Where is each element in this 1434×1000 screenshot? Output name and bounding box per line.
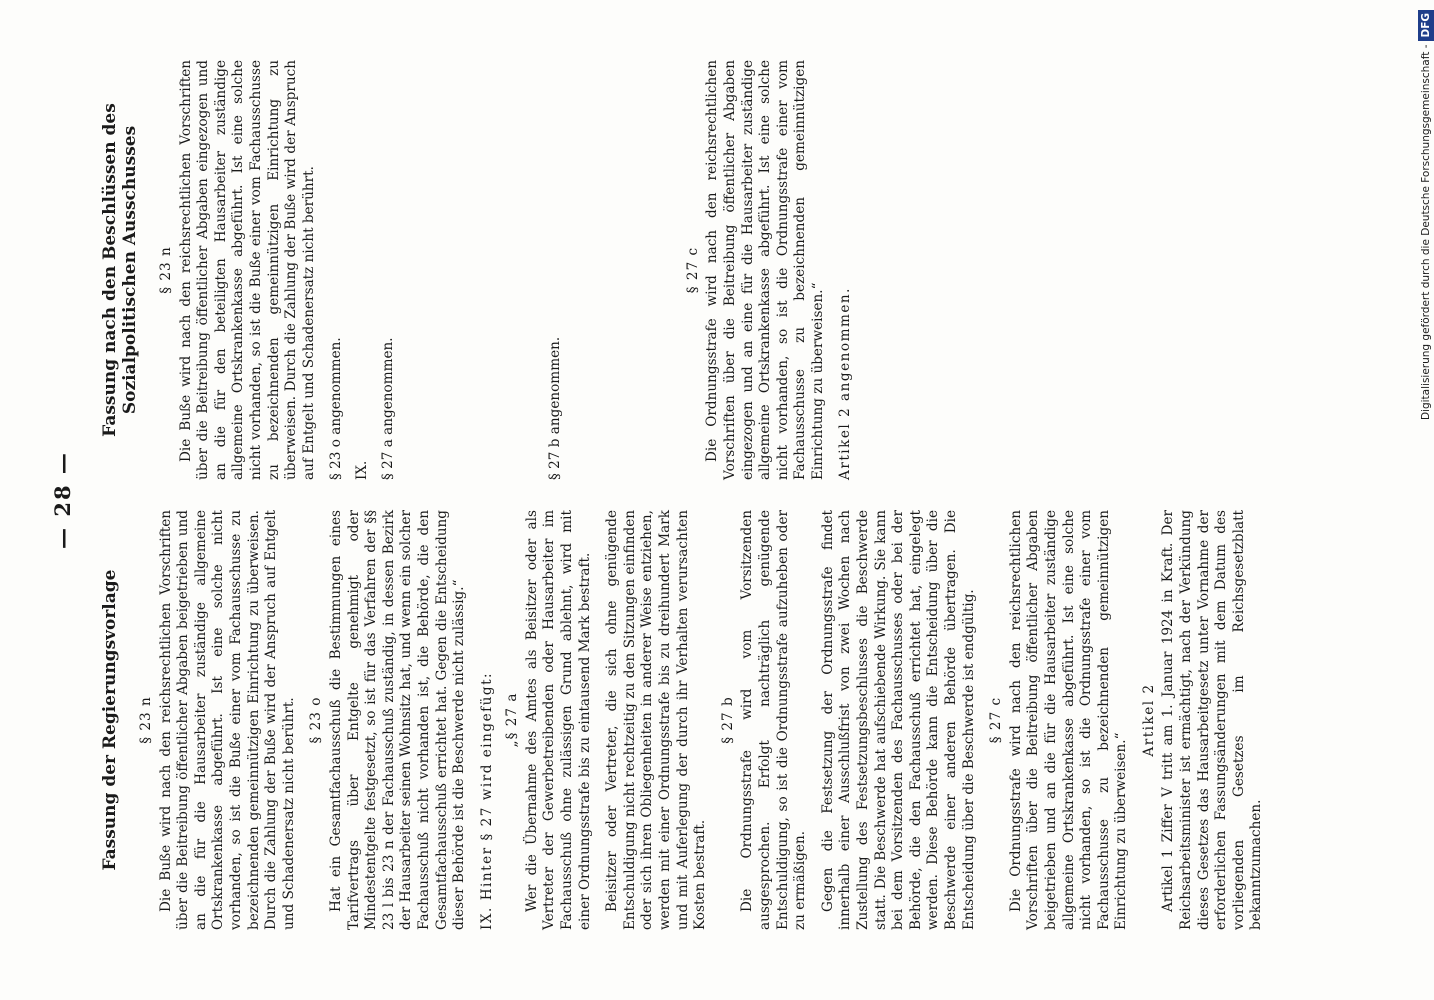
section-text-23n: Die Buße wird nach den reichsrechtlichen Vorschriften über die Beitreibung öffentlicher Abgaben beigetrieben und an die für die Hausarbeiter zuständige allgemeine Ortskrankenkasse abgeführt. Ist eine solche nicht vorhanden, so ist die Buße einer vom Fachausschusse zu bezeichnenden gemeinnützigen Einrichtung zu überweisen. Durch die Zahlung der Buße wird der Anspruch auf Entgelt und Schadenersatz nicht berührt.: [157, 510, 297, 930]
section-text-27c: Die Ordnungsstrafe wird nach den reichsrechtlichen Vorschriften über die Beitreibung öffentlicher Abgaben beigetrieben und an die für die Hausarbeiter zuständige allgemeine Ortskrankenkasse abgeführt. Ist eine solche nicht vorhanden, so ist die Ordnungsstrafe einer vom Fachausschusse zu bezeichnenden gemeinnützigen Einrichtung zu überweisen.“: [1007, 510, 1130, 930]
section-text-27a-p2: Beisitzer oder Vertreter, die sich ohne genügende Entschuldigung nicht rechtzeitig zu den Sitzungen einfinden oder sich ihren Obliegenheiten in anderer Weise entziehen, werden mit einer Ordnungsstrafe bis zu dreihundert Mark und mit Auferlegung der durch ihr Verhalten verursachten Kosten bestraft.: [604, 510, 709, 930]
section-text-27b-p2: Gegen die Festsetzung der Ordnungsstrafe findet innerhalb einer Ausschlußfrist von zwei Wochen nach Zustellung des Festsetzungsbeschlusses die Beschwerde statt. Die Beschwerde hat aufschiebende Wirkung. Sie kann bei dem Vorsitzenden des Fachausschusses oder bei der Behörde, die den Fachausschuß errichtet hat, eingelegt werden. Diese Behörde kann die Entscheidung über die Beschwerde einer anderen Behörde übertragen. Die Entscheidung über die Beschwerde ist endgültig.: [819, 510, 977, 930]
right-insertion-ix: IX.: [353, 460, 370, 480]
digitization-caption: [1418, 10, 1434, 990]
caption-text: Digitalisierung gefördert durch die Deutsche Forschungsgemeinschaft -: [1420, 44, 1432, 421]
column-heading-right: Fassung nach den Beschlüssen des Sozialpolitischen Ausschusses: [100, 103, 140, 437]
right-section-27a-accepted: § 27 a angenommen.: [379, 337, 396, 480]
section-title-27b: § 27 b: [719, 696, 736, 744]
column-government-draft: [100, 510, 1276, 930]
column-committee-version: [100, 60, 861, 480]
dfg-logo: DFG: [1418, 10, 1434, 41]
right-section-23o-accepted: § 23 o angenommen.: [328, 337, 345, 480]
section-text-27a-p1: Wer die Übernahme des Amtes als Beisitzer oder als Vertreter der Gewerbetreibenden oder Hausarbeiter im Fachausschuß ohne zulässigen Grund ablehnt, wird mit einer Ordnungsstrafe bis zu eintausend Mark bestraft.: [523, 510, 593, 930]
section-text-27b-p1: Die Ordnungsstrafe wird vom Vorsitzenden ausgesprochen. Erfolgt nachträglich genügende Entschuldigung, so ist die Ordnungsstrafe aufzuheben oder zu ermäßigen.: [739, 510, 809, 930]
insertion-heading-ix: IX. Hinter § 27 wird eingefügt:: [478, 671, 495, 930]
article-2-text: Artikel 1 Ziffer V tritt am 1. Januar 1924 in Kraft. Der Reichsarbeitsminister ist ermächtigt, nach der Verkündung dieses Gesetzes das Hausarbeitgesetz unter Vornahme der erforderlichen Fassungsänderungen mit dem Datum des vorliegenden Gesetzes im Reichsgesetzblatt bekanntzumachen.: [1160, 510, 1265, 930]
section-text-23o: Hat ein Gesamtfachausschuß die Bestimmungen eines Tarifvertrags über Entgelte genehmigt oder Mindestentgelte festgesetzt, so ist für das Verfahren der §§ 23 l bis 23 n der Fachausschuß zuständig, in dessen Bezirk der Hausarbeiter seinen Wohnsitz hat, und wenn ein solcher Fachausschuß nicht vorhanden ist, die Behörde, die den Gesamtfachausschuß errichtet hat. Gegen die Entscheidung dieser Behörde ist die Beschwerde nicht zulässig.“: [327, 510, 468, 930]
page-number: — 28 —: [50, 451, 75, 549]
right-section-27b-accepted: § 27 b angenommen.: [547, 336, 564, 480]
column-heading-left: Fassung der Regierungsvorlage: [100, 569, 120, 871]
right-section-text-27c: Die Ordnungsstrafe wird nach den reichsrechtlichen Vorschriften über die Beitreibung öffentlicher Abgaben eingezogen und an eine für die Hausarbeiter zuständige allgemeine Ortskrankenkasse abgeführt. Ist eine solche nicht vorhanden, so ist die Ordnungsstrafe einer vom Fachausschusse zu bezeichnenden gemeinnützigen Einrichtung zu überweisen.“: [704, 60, 826, 480]
article-2-title: Artikel 2: [1140, 683, 1157, 757]
section-title-27a: „§ 27 a: [504, 692, 521, 748]
section-title-23o: § 23 o: [308, 696, 325, 744]
right-article-2-accepted: Artikel 2 angenommen.: [837, 287, 854, 480]
section-title-27c: § 27 c: [988, 696, 1005, 744]
right-section-title-23n: § 23 n: [158, 246, 174, 294]
right-section-text-23n: Die Buße wird nach den reichsrechtlichen Vorschriften über die Beitreibung öffentlicher Abgaben eingezogen und an die für den beteiligten Hausarbeiter zuständige allgemeine Ortskrankenkasse abgeführt. Ist eine solche nicht vorhanden, so ist die Buße einer vom Fachausschusse zu bezeichnenden gemeinnützigen Einrichtung zu überweisen. Durch die Zahlung der Buße wird der Anspruch auf Entgelt und Schadenersatz nicht berührt.: [177, 60, 317, 480]
right-section-title-27c: § 27 c: [684, 246, 701, 294]
section-title-23n: § 23 n: [138, 696, 154, 744]
